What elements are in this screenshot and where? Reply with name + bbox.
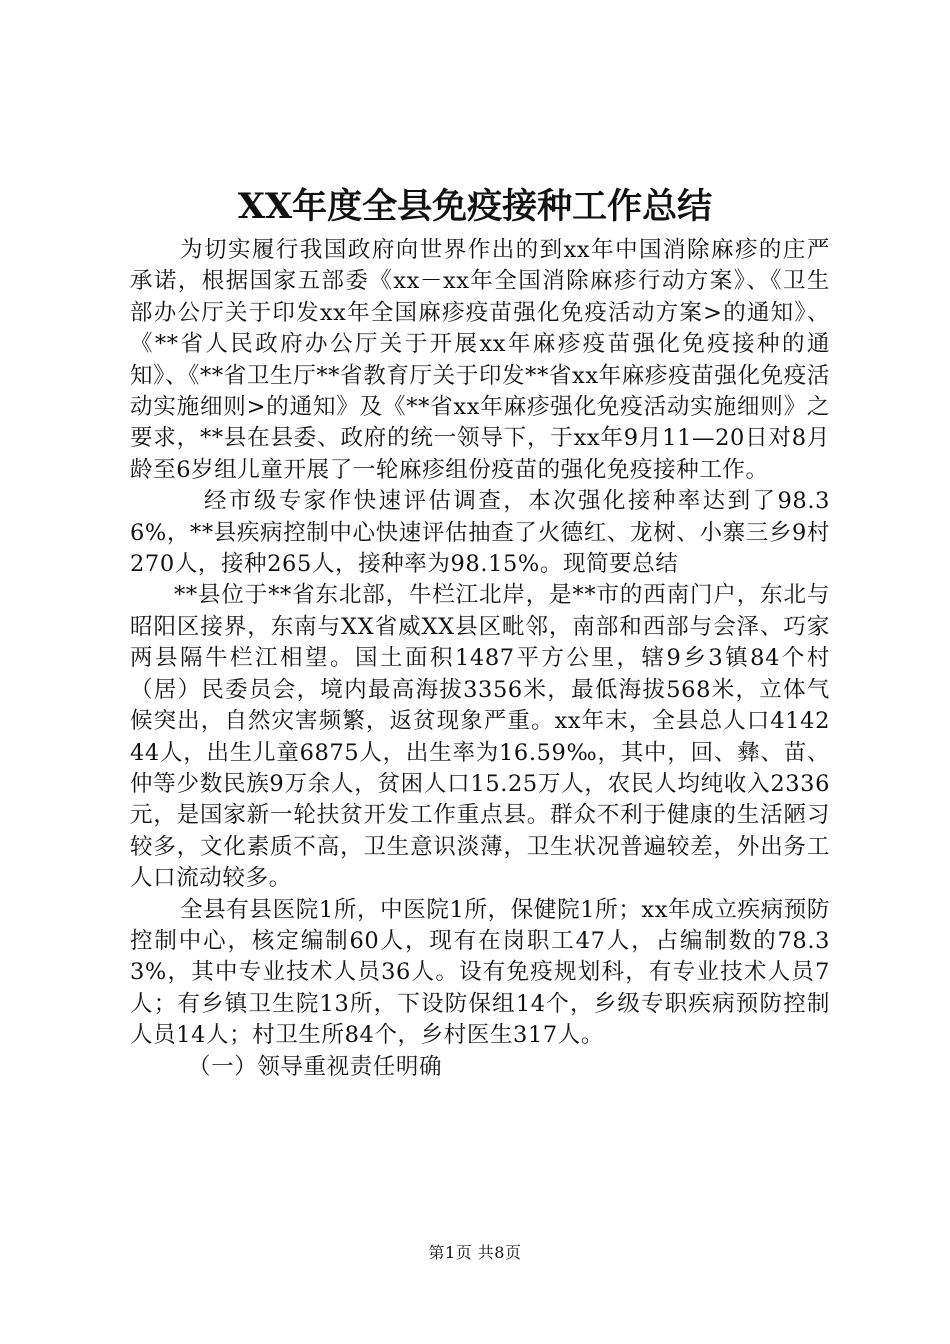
paragraph-county-overview: **县位于**省东北部，牛栏江北岸，是**市的西南门户，东北与昭阳区接界，东南与XX省威XX县区毗邻，南部和西部与会泽、巧家两县隔牛栏江相望。国土面积1487平方公里，辖9乡3镇84个村（居）民委员会，境内最高海拔3356米，最低海拔568米，立体气候突出，自然灾害频繁，返贫现象严重。xx年末，全县总人口414244人，出生儿童6875人，出生率为16.59‰，其中，回、彝、苗、仲等少数民族9万余人，贫困人口15.25万人，农民人均纯收入2336元，是国家新一轮扶贫开发工作重点县。群众不利于健康的生活陋习较多，文化素质不高，卫生意识淡薄，卫生状况普遍较差，外出务工人口流动较多。: [130, 582, 830, 892]
page-footer: 第1页 共8页: [428, 1243, 522, 1262]
document-body: [130, 235, 830, 1083]
paragraph-intro: 为切实履行我国政府向世界作出的到xx年中国消除麻疹的庄严承诺，根据国家五部委《xx－xx年全国消除麻疹行动方案》、《卫生部办公厅关于印发xx年全国麻疹疫苗强化免疫活动方案>的通知》、《**省人民政府办公厅关于开展xx年麻疹疫苗强化免疫接种的通知》、《**省卫生厅**省教育厅关于印发**省xx年麻疹疫苗强化免疫活动实施细则>的通知》及《**省xx年麻疹强化免疫活动实施细则》之要求，**县在县委、政府的统一领导下，于xx年9月11—20日对8月龄至6岁组儿童开展了一轮麻疹组份疫苗的强化免疫接种工作。: [130, 237, 830, 483]
paragraph-health-facilities: 全县有县医院1所，中医院1所，保健院1所；xx年成立疾病预防控制中心，核定编制60人，现有在岗职工47人，占编制数的78.33%，其中专业技术人员36人。设有免疫规划科，有专业技术人员7人；有乡镇卫生院13所，下设防保组14个，乡级专职疾病预防控制人员14人；村卫生所84个，乡村医生317人。: [130, 896, 830, 1049]
paragraph-evaluation: 经市级专家作快速评估调查，本次强化接种率达到了98.36%，**县疾病控制中心快速评估抽查了火德红、龙树、小寨三乡9村270人，接种265人，接种率为98.15%。现简要总结: [130, 488, 830, 578]
section-heading: （一）领导重视责任明确: [188, 1053, 443, 1080]
document-title: XX年度全县免疫接种工作总结: [237, 186, 713, 227]
